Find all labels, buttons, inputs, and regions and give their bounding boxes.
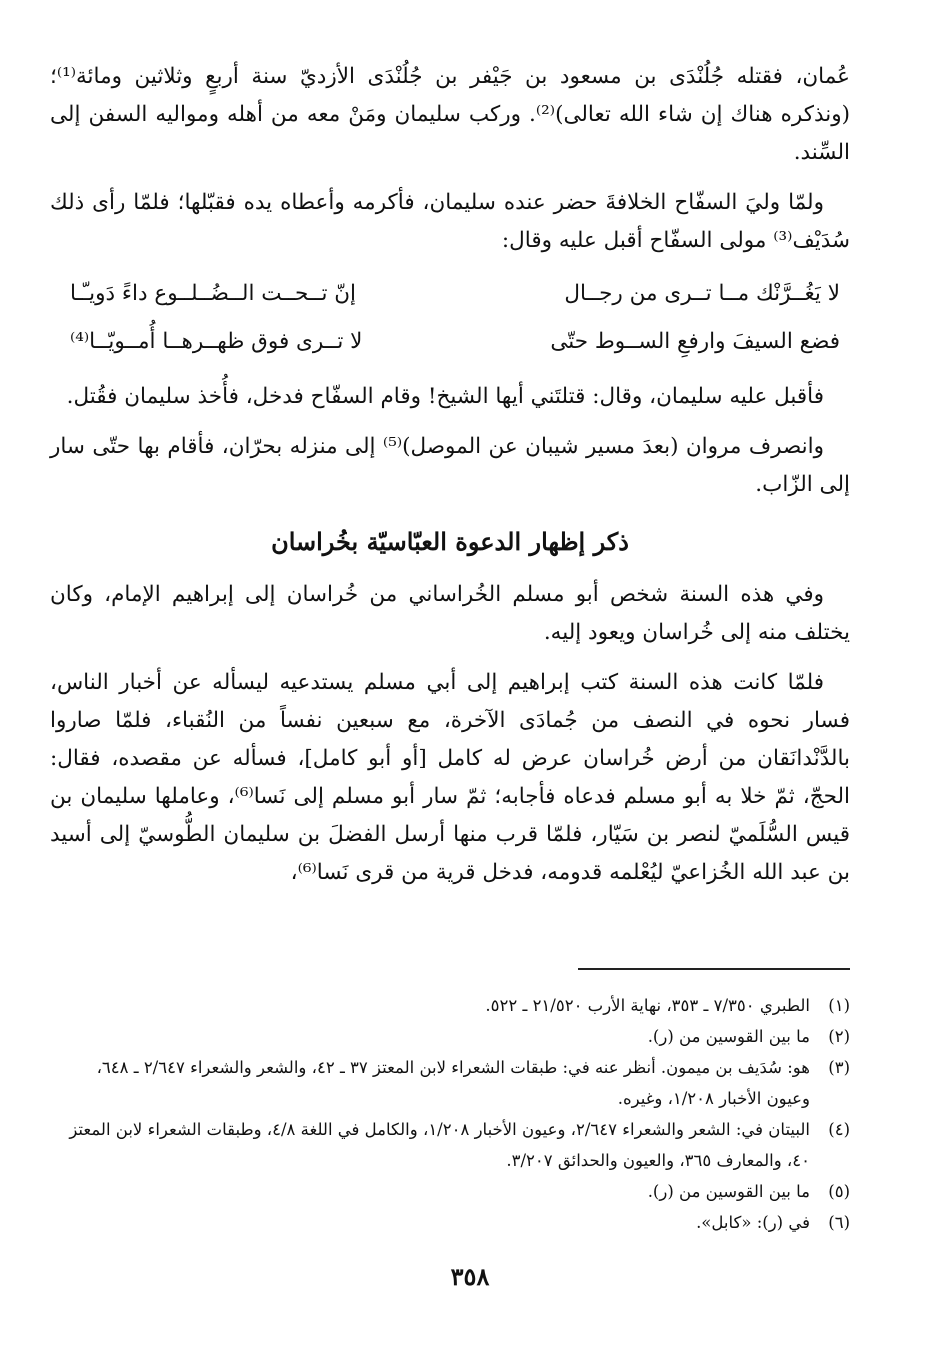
footnote-separator	[578, 968, 850, 970]
verse-2-first-hemistich: فضع السيفَ وارفعِ الســوط حتّى	[550, 329, 840, 354]
footnote-number: (٤)	[828, 1120, 850, 1139]
section-heading: ذكر إظهار الدعوة العبّاسيّة بخُراسان	[271, 527, 629, 556]
paragraph-3: فأقبل عليه سليمان، وقال: قتلتَني أيها الشيخ! وقام السفّاح فدخل، فأُخذ سليمان فقُتل.	[66, 384, 824, 409]
footnote-text: في (ر): «كابل».	[696, 1213, 810, 1232]
footnote-5	[50, 1176, 850, 1207]
footnote-number: (٦)	[828, 1213, 850, 1232]
verse-2-second-hemistich: لا تــرى فوق ظهــرهــا أُمــويّــا⁽⁴⁾	[70, 329, 363, 354]
footnote-4	[50, 1114, 850, 1176]
footnote-6	[50, 1207, 850, 1238]
paragraph-4: وانصرف مروان (بعدَ مسير شيبان عن الموصل)⁽⁵⁾ إلى منزله بحرّان، فأقام بها حتّى سار إلى الزّاب.	[50, 434, 850, 497]
verse-1-second-hemistich: إنّ تــحــت الــضُــلــوع داءً دَويـّـا	[70, 281, 357, 306]
footnote-text: هو: سُدَيف بن ميمون. أنظر عنه في: طبقات الشعراء لابن المعتز ٣٧ ـ ٤٢، والشعر والشعراء ٢/٦٤٧ ـ ٦٤٨، وعيون الأخبار ١/٢٠٨، وغيره.	[96, 1058, 810, 1108]
footnote-text: البيتان في: الشعر والشعراء ٢/٦٤٧، وعيون الأخبار ١/٢٠٨، والكامل في اللغة ٤/٨، وطبقات الشعراء لابن المعتز ٤٠، والمعارف ٣٦٥، والعيون والحدائق ٣/٢٠٧.	[69, 1120, 810, 1170]
footnote-2	[50, 1021, 850, 1052]
verse-line-2	[70, 320, 840, 364]
footnote-text: ما بين القوسين من (ر).	[647, 1027, 810, 1046]
page-number: ٣٥٨	[450, 1262, 490, 1291]
footnotes	[50, 990, 850, 1238]
verse-1-first-hemistich: لا يَغُــرَّنْك مــا تــرى من رجــال	[564, 281, 840, 306]
paragraph-6: فلمّا كانت هذه السنة كتب إبراهيم إلى أبي مسلم يستدعيه ليسأله عن أخبار الناس، فسار نحوه في النصف من جُمادَى الآخرة، مع سبعين نفساً من النُقباء، فلمّا صاروا بالدَّنْدانَقان من أرض خُراسان عرض له كامل [أو أبو كامل]، فسأله عن مقصده، فقال: الحجّ، ثمّ خلا به أبو مسلم فدعاه فأجابه؛ ثمّ سار أبو مسلم إلى نَسا⁽⁶⁾، وعاملها سليمان بن قيس السُّلَميّ لنصر بن سَيّار، فلمّا قرب منها أرسل الفضلَ بن سليمان الطُّوسيّ إلى أسيد بن عبد الله الخُزاعيّ ليُعْلمه قدومه، فدخل قرية من قرى نَسا⁽⁶⁾،	[50, 670, 850, 885]
footnote-number: (١)	[828, 996, 850, 1015]
footnote-number: (٢)	[828, 1027, 850, 1046]
main-text	[50, 58, 850, 904]
footnote-number: (٣)	[828, 1058, 850, 1077]
footnote-text: ما بين القوسين من (ر).	[647, 1182, 810, 1201]
paragraph-2: ولمّا وليَ السفّاح الخلافةَ حضر عنده سليمان، فأكرمه وأعطاه يده فقبّلها؛ فلمّا رأى ذلك سُدَيْف⁽³⁾ مولى السفّاح أقبل عليه وقال:	[50, 190, 850, 253]
footnote-3	[50, 1052, 850, 1114]
footnote-1	[50, 990, 850, 1021]
paragraph-5: وفي هذه السنة شخص أبو مسلم الخُراساني من خُراسان إلى إبراهيم الإمام، وكان يختلف منه إلى خُراسان ويعود إليه.	[50, 582, 850, 645]
footnote-number: (٥)	[828, 1182, 850, 1201]
footnote-text: الطبري ٧/٣٥٠ ـ ٣٥٣، نهاية الأرب ٢١/٥٢٠ ـ ٥٢٢.	[485, 996, 810, 1015]
verse-line-1	[70, 272, 840, 316]
paragraph-1: عُمان، فقتله جُلُنْدَى بن مسعود بن جَيْفر بن جُلُنْدَى الأزديّ سنة أربعٍ وثلاثين ومائة⁽¹⁾؛ (ونذكره هناك إن شاء الله تعالى)⁽²⁾. وركب سليمان ومَنْ معه من أهله ومواليه السفن إلى السِّند.	[50, 64, 850, 165]
